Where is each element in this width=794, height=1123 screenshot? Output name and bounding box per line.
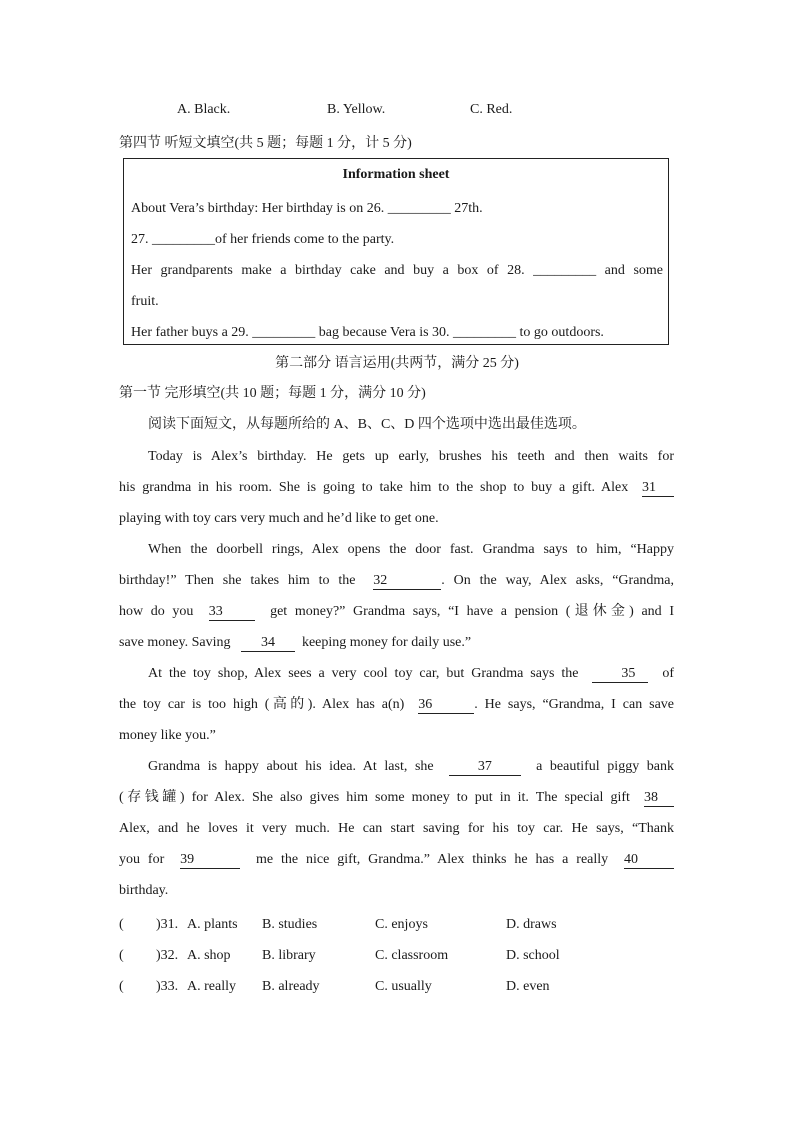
blank-40: 40 [624, 852, 674, 869]
passage-line: money like you.” [119, 728, 216, 743]
choice-d: D. school [506, 948, 560, 963]
choice-c: C. enjoys [375, 917, 428, 932]
blank-34: 34 [241, 635, 295, 652]
passage-line: Alex, and he loves it very much. He can start saving for his toy car. He says, “Thank [119, 821, 674, 836]
passage-line: the toy car is too high (高的). Alex has a(n) 36 . He says, “Grandma, I can save [119, 697, 675, 712]
passage-line: When the doorbell rings, Alex opens the door fast. Grandma says to him, “Happy [148, 542, 674, 557]
passage-line: Today is Alex’s birthday. He gets up early, brushes his teeth and then waits for [148, 449, 674, 464]
choice-b: B. library [262, 948, 316, 963]
passage-line: you for 39 me the nice gift, Grandma.” Alex thinks he has a really 40 [119, 850, 674, 881]
answer-bracket: ( [119, 917, 124, 932]
blank-33: 33 [209, 604, 255, 621]
choice-d: D. draws [506, 917, 557, 932]
question-number: )32. [156, 948, 179, 963]
cloze-passage [119, 447, 674, 912]
option-c: C. Red. [470, 102, 513, 117]
question-number: )33. [156, 979, 179, 994]
question-31 [119, 915, 679, 935]
section4-heading: 第四节 听短文填空(共 5 题；每题 1 分，计 5 分) [119, 136, 412, 151]
info-row-5: Her father buys a 29. _________ bag because Vera is 30. _________ to go outdoors. [131, 325, 604, 340]
question-33 [119, 977, 679, 997]
blank-39: 39 [180, 852, 240, 869]
choice-a: A. really [187, 979, 236, 994]
answer-bracket: ( [119, 979, 124, 994]
info-row-1: About Vera’s birthday: Her birthday is on 26. _________ 27th. [131, 201, 483, 216]
option-b: B. Yellow. [327, 102, 386, 117]
choice-c: C. classroom [375, 948, 449, 963]
blank-37: 37 [449, 759, 521, 776]
question-number: )31. [156, 917, 179, 932]
passage-line: birthday. [119, 883, 169, 898]
part2-heading: 第二部分 语言运用(共两节，满分 25 分) [275, 356, 519, 371]
previous-question-options [0, 102, 794, 122]
blank-35: 35 [592, 666, 648, 683]
blank-31: 31 [642, 480, 674, 497]
question-32 [119, 946, 679, 966]
blank-36: 36 [418, 697, 474, 714]
passage-line: At the toy shop, Alex sees a very cool toy car, but Grandma says the 35 of [148, 666, 675, 681]
choice-d: D. even [506, 979, 550, 994]
passage-line: (存钱罐) for Alex. She also gives him some money to put in it. The special gift 38 [119, 788, 674, 819]
info-row-3: Her grandparents make a birthday cake and buy a box of 28. _________ and some [131, 263, 663, 278]
information-sheet [123, 158, 669, 345]
passage-line: birthday!” Then she takes him to the 32 . On the way, Alex asks, “Grandma, [119, 573, 675, 588]
info-row-2: 27. _________of her friends come to the party. [131, 232, 395, 247]
passage-line: playing with toy cars very much and he’d like to get one. [119, 511, 439, 526]
choice-c: C. usually [375, 979, 432, 994]
blank-38: 38 [644, 790, 674, 807]
choice-b: B. already [262, 979, 320, 994]
answer-bracket: ( [119, 948, 124, 963]
info-row-4: fruit. [131, 294, 159, 309]
choice-a: A. plants [187, 917, 238, 932]
section1-instruction: 阅读下面短文，从每题所给的 A、B、C、D 四个选项中选出最佳选项。 [148, 417, 586, 432]
blank-32: 32 [373, 573, 441, 590]
option-a: A. Black. [177, 102, 231, 117]
passage-line: how do you 33 get money?” Grandma says, “I have a pension (退休金) and I [119, 604, 674, 619]
choice-b: B. studies [262, 917, 318, 932]
section1-heading: 第一节 完形填空(共 10 题；每题 1 分，满分 10 分) [119, 386, 426, 401]
passage-line: save money. Saving 34 keeping money for daily use.” [119, 635, 472, 650]
passage-line: his grandma in his room. She is going to take him to the shop to buy a gift. Alex 31 [119, 478, 674, 509]
choice-a: A. shop [187, 948, 231, 963]
passage-line: Grandma is happy about his idea. At last, she 37 a beautiful piggy bank [148, 759, 675, 774]
information-sheet-title: Information sheet [342, 167, 450, 182]
